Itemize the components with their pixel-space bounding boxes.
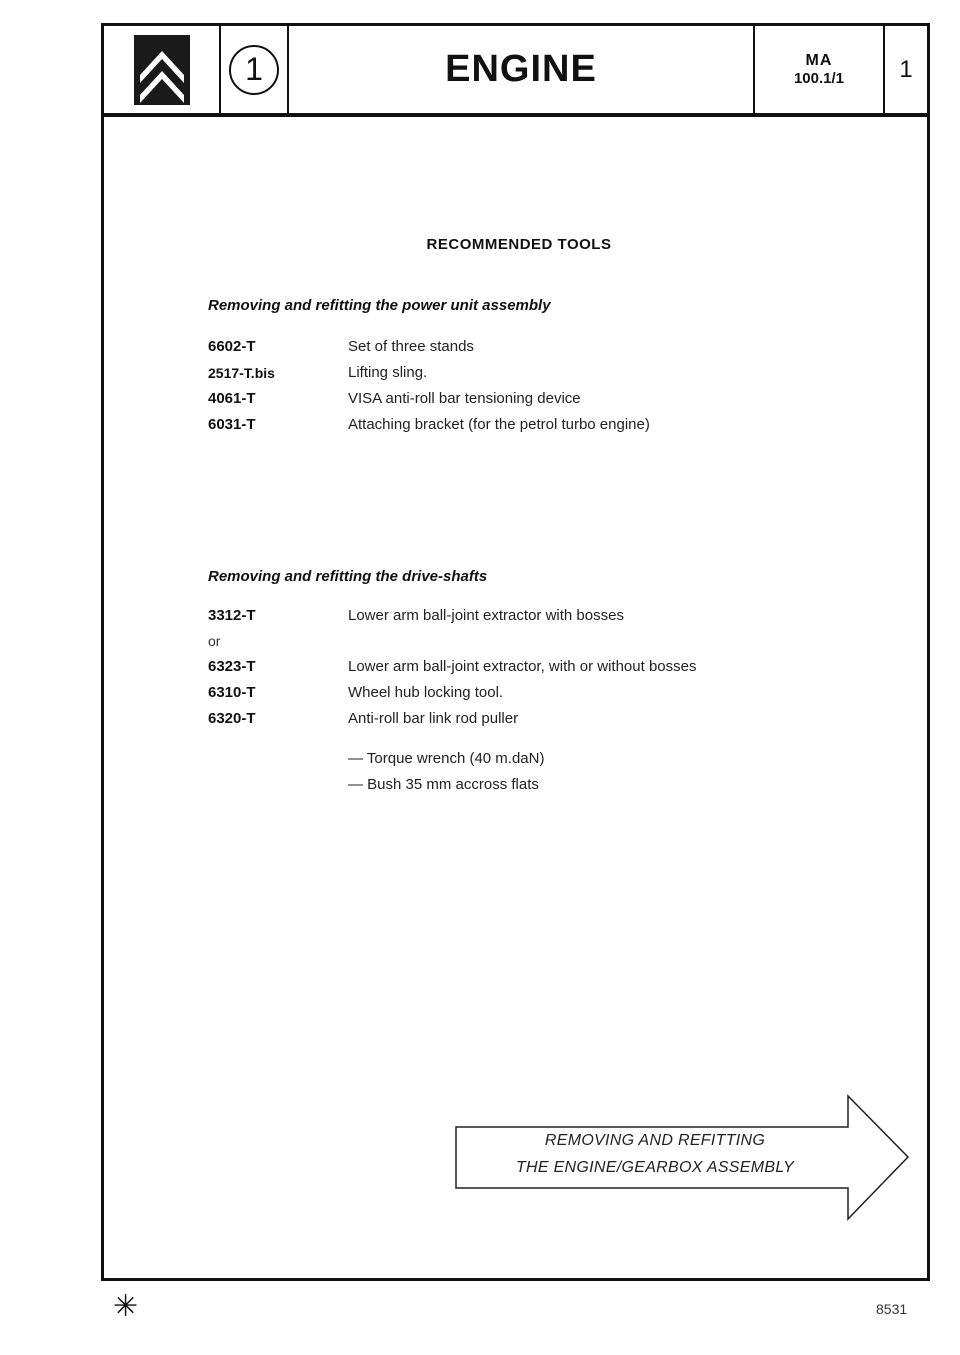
next-section-arrow[interactable] — [455, 1094, 910, 1224]
tool-description: Attaching bracket (for the petrol turbo engine) — [348, 416, 650, 433]
or-text: or — [208, 633, 221, 649]
page-number: 1 — [899, 55, 913, 83]
tool-description: VISA anti-roll bar tensioning device — [348, 390, 581, 407]
section-title: RECOMMENDED TOOLS — [426, 236, 612, 253]
tool-code: 6031-T — [208, 416, 256, 433]
tool-description: Lower arm ball-joint extractor with bosses — [348, 607, 624, 624]
page-title: ENGINE — [445, 48, 597, 90]
chapter-number-cell — [221, 26, 289, 113]
logo-cell — [104, 26, 221, 113]
tool-code: 6310-T — [208, 684, 256, 701]
extra-tool-item: — Bush 35 mm accross flats — [348, 776, 539, 793]
reference-code-top: MA — [805, 51, 833, 69]
arrow-text-line2: THE ENGINE/GEARBOX ASSEMBLY — [515, 1159, 795, 1176]
tool-code: 6320-T — [208, 710, 256, 727]
citroen-logo-icon — [134, 35, 190, 105]
title-cell — [289, 26, 755, 113]
tool-code: 6602-T — [208, 338, 256, 355]
tool-description: Lower arm ball-joint extractor, with or without bosses — [348, 658, 697, 675]
tool-description: Anti-roll bar link rod puller — [348, 710, 519, 727]
tool-code: 4061-T — [208, 390, 256, 407]
tool-code: 6323-T — [208, 658, 256, 675]
page-frame — [101, 23, 930, 1281]
group2-heading: Removing and refitting the drive-shafts — [208, 568, 488, 585]
page-number-cell — [885, 26, 927, 113]
reference-cell — [755, 26, 885, 113]
tool-code: 2517-T.bis — [208, 365, 275, 381]
footer-number: 8531 — [876, 1301, 908, 1317]
reference-code-bottom: 100.1/1 — [793, 69, 845, 87]
page-header — [101, 23, 930, 117]
tool-description: Set of three stands — [348, 338, 474, 355]
tool-description: Wheel hub locking tool. — [348, 684, 504, 701]
tool-description: Lifting sling. — [348, 364, 428, 381]
arrow-text-line1: REMOVING AND REFITTING — [544, 1132, 766, 1149]
extra-tool-item: — Torque wrench (40 m.daN) — [348, 750, 545, 767]
group1-heading: Removing and refitting the power unit assembly — [208, 297, 551, 314]
asterisk-icon: ✳ — [113, 1290, 139, 1323]
chapter-number: 1 — [229, 45, 279, 95]
tool-code: 3312-T — [208, 607, 256, 624]
